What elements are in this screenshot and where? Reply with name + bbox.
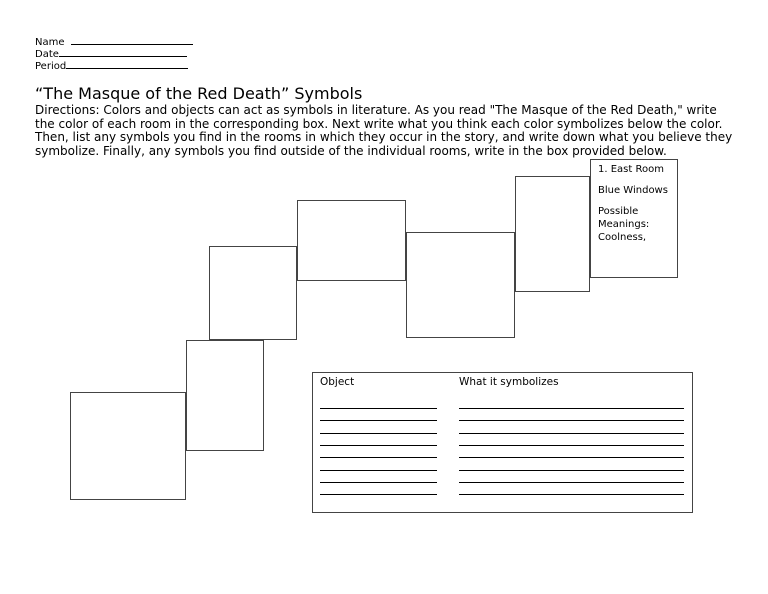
directions-text: Directions: Colors and objects can act as symbols in literature. As you read "The Masque of the Red Death," write the color of each room in the corresponding box. Next write what you think each color symbolizes below the color. Then, list any symbols you find in the rooms in which they occur in the story, and write down what you believe they symbolize. Finally, any symbols you find outside of the individual rooms, write in the box provided below. bbox=[35, 103, 733, 158]
symbolizes-answer-line[interactable] bbox=[459, 408, 684, 409]
object-answer-line[interactable] bbox=[320, 482, 437, 483]
symbolizes-answer-line[interactable] bbox=[459, 457, 684, 458]
object-answer-line[interactable] bbox=[320, 408, 437, 409]
room-box-1-east[interactable] bbox=[590, 159, 678, 278]
meaning-label: Possible Meanings: bbox=[598, 206, 650, 230]
symbolizes-answer-line[interactable] bbox=[459, 420, 684, 421]
symbolizes-answer-line[interactable] bbox=[459, 482, 684, 483]
object-answer-line[interactable] bbox=[320, 470, 437, 471]
name-line bbox=[71, 35, 193, 45]
room-box-6[interactable] bbox=[186, 340, 264, 451]
object-answer-line[interactable] bbox=[320, 457, 437, 458]
room-box-4[interactable] bbox=[297, 200, 406, 281]
period-label: Period bbox=[35, 61, 67, 72]
meaning-start: Coolness, bbox=[598, 232, 647, 243]
symbolizes-answer-line[interactable] bbox=[459, 494, 684, 495]
room-box-2[interactable] bbox=[515, 176, 590, 292]
period-field[interactable] bbox=[35, 59, 188, 73]
date-line bbox=[59, 47, 187, 57]
object-column-header: Object bbox=[320, 376, 355, 388]
symbolizes-column-header: What it symbolizes bbox=[459, 376, 559, 388]
object-answer-line[interactable] bbox=[320, 433, 437, 434]
name-label: Name bbox=[35, 37, 65, 48]
symbolizes-answer-line[interactable] bbox=[459, 433, 684, 434]
symbols-box[interactable] bbox=[312, 372, 693, 513]
page-title: “The Masque of the Red Death” Symbols bbox=[35, 84, 363, 103]
date-label: Date bbox=[35, 49, 59, 60]
symbolizes-answer-line[interactable] bbox=[459, 470, 684, 471]
room-box-3[interactable] bbox=[406, 232, 515, 338]
room-box-7[interactable] bbox=[70, 392, 186, 500]
room-box-5[interactable] bbox=[209, 246, 297, 340]
object-answer-line[interactable] bbox=[320, 445, 437, 446]
room-number-label: 1. East Room bbox=[598, 164, 664, 175]
room-color-label: Blue Windows bbox=[598, 185, 668, 196]
period-line bbox=[66, 59, 188, 69]
object-answer-line[interactable] bbox=[320, 494, 437, 495]
object-answer-line[interactable] bbox=[320, 420, 437, 421]
symbolizes-answer-line[interactable] bbox=[459, 445, 684, 446]
